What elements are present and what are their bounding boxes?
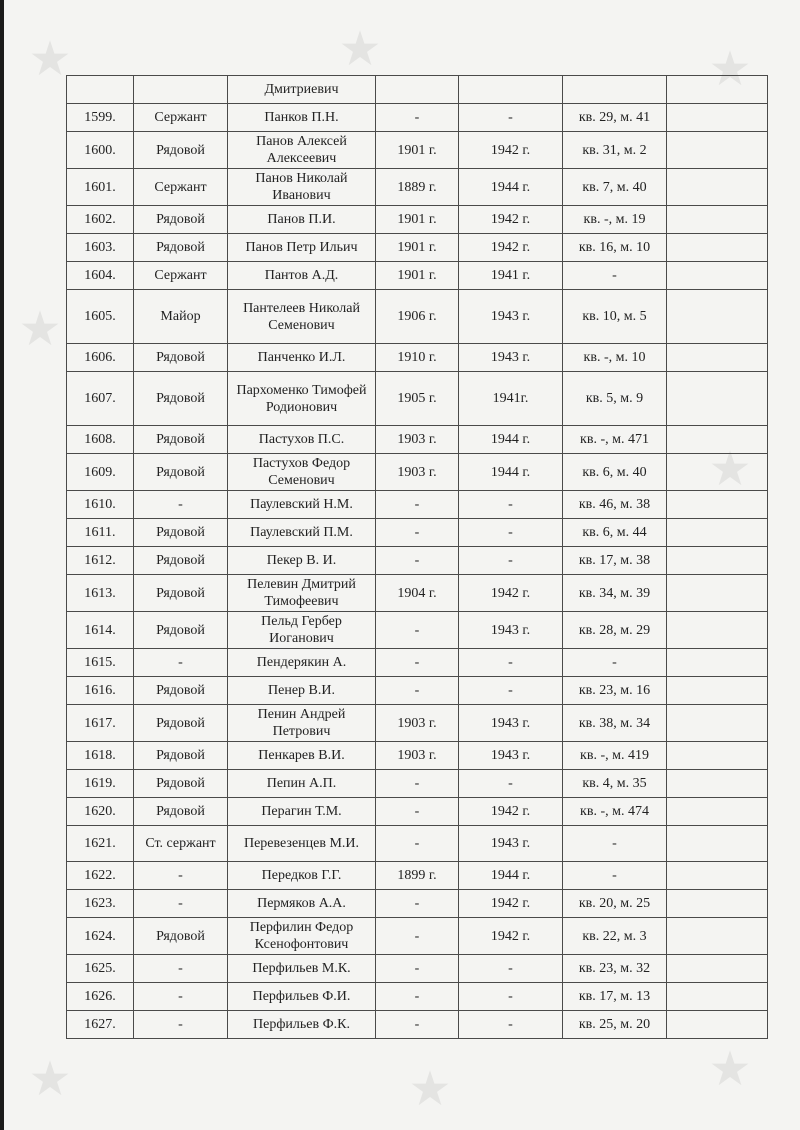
table-row bbox=[67, 826, 768, 862]
cell-death: - bbox=[459, 770, 563, 798]
cell-birth: 1904 г. bbox=[376, 575, 459, 612]
cell-death: 1943 г. bbox=[459, 344, 563, 372]
cell-death: - bbox=[459, 955, 563, 983]
cell-grave: кв. 25, м. 20 bbox=[563, 1011, 667, 1039]
cell-rank: Рядовой bbox=[134, 206, 228, 234]
cell-name: Передков Г.Г. bbox=[228, 862, 376, 890]
cell-grave: кв. -, м. 471 bbox=[563, 426, 667, 454]
cell-note bbox=[667, 770, 768, 798]
cell-birth: 1901 г. bbox=[376, 262, 459, 290]
cell-death: 1943 г. bbox=[459, 742, 563, 770]
cell-note bbox=[667, 575, 768, 612]
cell-rank: - bbox=[134, 491, 228, 519]
cell-death: - bbox=[459, 491, 563, 519]
cell-num: 1625. bbox=[67, 955, 134, 983]
cell-birth: 1901 г. bbox=[376, 206, 459, 234]
cell-rank: Рядовой bbox=[134, 372, 228, 426]
watermark-star-icon: ★ bbox=[28, 33, 72, 86]
watermark-star-icon: ★ bbox=[28, 1053, 72, 1106]
cell-num: 1605. bbox=[67, 290, 134, 344]
cell-rank: Рядовой bbox=[134, 742, 228, 770]
cell-death: - bbox=[459, 677, 563, 705]
cell-name: Перфильев Ф.И. bbox=[228, 983, 376, 1011]
cell-num: 1620. bbox=[67, 798, 134, 826]
cell-num: 1627. bbox=[67, 1011, 134, 1039]
cell-note bbox=[667, 955, 768, 983]
cell-grave: кв. 34, м. 39 bbox=[563, 575, 667, 612]
cell-rank: Рядовой bbox=[134, 770, 228, 798]
table-row bbox=[67, 169, 768, 206]
cell-num: 1613. bbox=[67, 575, 134, 612]
cell-note bbox=[667, 234, 768, 262]
cell-death: - bbox=[459, 104, 563, 132]
cell-birth: - bbox=[376, 491, 459, 519]
cell-name: Пермяков А.А. bbox=[228, 890, 376, 918]
cell-birth: - bbox=[376, 955, 459, 983]
cell-birth: - bbox=[376, 547, 459, 575]
cell-name: Пенер В.И. bbox=[228, 677, 376, 705]
cell-rank: Ст. сержант bbox=[134, 826, 228, 862]
watermark-star-icon: ★ bbox=[408, 1063, 452, 1116]
cell-birth: - bbox=[376, 677, 459, 705]
cell-name: Панов Алексей Алексеевич bbox=[228, 132, 376, 169]
cell-num: 1616. bbox=[67, 677, 134, 705]
cell-note bbox=[667, 104, 768, 132]
cell-rank: Сержант bbox=[134, 262, 228, 290]
cell-death: 1942 г. bbox=[459, 918, 563, 955]
cell-rank: Рядовой bbox=[134, 426, 228, 454]
cell-rank: Рядовой bbox=[134, 519, 228, 547]
cell-death: 1942 г. bbox=[459, 234, 563, 262]
cell-note bbox=[667, 454, 768, 491]
cell-name: Перфильев М.К. bbox=[228, 955, 376, 983]
cell-birth: 1906 г. bbox=[376, 290, 459, 344]
cell-death: 1944 г. bbox=[459, 169, 563, 206]
cell-rank: - bbox=[134, 1011, 228, 1039]
register-rows bbox=[67, 76, 768, 1039]
cell-birth: - bbox=[376, 770, 459, 798]
cell-num: 1622. bbox=[67, 862, 134, 890]
table-row bbox=[67, 547, 768, 575]
cell-name: Пенин Андрей Петрович bbox=[228, 705, 376, 742]
cell-note bbox=[667, 426, 768, 454]
cell-birth: - bbox=[376, 612, 459, 649]
cell-death: - bbox=[459, 983, 563, 1011]
cell-birth: 1905 г. bbox=[376, 372, 459, 426]
cell-birth: 1889 г. bbox=[376, 169, 459, 206]
cell-rank: Рядовой bbox=[134, 547, 228, 575]
cell-death: 1942 г. bbox=[459, 798, 563, 826]
cell-grave: кв. 6, м. 44 bbox=[563, 519, 667, 547]
cell-grave: кв. 22, м. 3 bbox=[563, 918, 667, 955]
table-row bbox=[67, 742, 768, 770]
cell-note bbox=[667, 132, 768, 169]
cell-note bbox=[667, 890, 768, 918]
cell-rank: Рядовой bbox=[134, 677, 228, 705]
table-row bbox=[67, 918, 768, 955]
cell-note bbox=[667, 677, 768, 705]
cell-note bbox=[667, 826, 768, 862]
cell-grave: кв. 6, м. 40 bbox=[563, 454, 667, 491]
cell-grave: кв. 20, м. 25 bbox=[563, 890, 667, 918]
table-row bbox=[67, 612, 768, 649]
table-row bbox=[67, 262, 768, 290]
cell-num: 1623. bbox=[67, 890, 134, 918]
cell-birth: 1901 г. bbox=[376, 234, 459, 262]
cell-birth: 1903 г. bbox=[376, 426, 459, 454]
cell-grave: кв. 7, м. 40 bbox=[563, 169, 667, 206]
cell-rank: Майор bbox=[134, 290, 228, 344]
cell-rank bbox=[134, 76, 228, 104]
cell-rank: Рядовой bbox=[134, 575, 228, 612]
cell-birth: 1901 г. bbox=[376, 132, 459, 169]
cell-name: Пекер В. И. bbox=[228, 547, 376, 575]
cell-death: - bbox=[459, 649, 563, 677]
cell-num: 1614. bbox=[67, 612, 134, 649]
cell-num: 1626. bbox=[67, 983, 134, 1011]
table-row bbox=[67, 491, 768, 519]
cell-grave: - bbox=[563, 649, 667, 677]
cell-grave: кв. 23, м. 32 bbox=[563, 955, 667, 983]
cell-note bbox=[667, 169, 768, 206]
cell-death: 1942 г. bbox=[459, 132, 563, 169]
cell-num: 1600. bbox=[67, 132, 134, 169]
watermark-star-icon: ★ bbox=[338, 23, 382, 76]
cell-num: 1612. bbox=[67, 547, 134, 575]
cell-num: 1609. bbox=[67, 454, 134, 491]
table-row bbox=[67, 955, 768, 983]
table-row bbox=[67, 770, 768, 798]
cell-name: Паулевский Н.М. bbox=[228, 491, 376, 519]
cell-death: - bbox=[459, 547, 563, 575]
cell-grave: - bbox=[563, 262, 667, 290]
cell-rank: Рядовой bbox=[134, 454, 228, 491]
cell-death: 1942 г. bbox=[459, 890, 563, 918]
cell-num: 1624. bbox=[67, 918, 134, 955]
cell-name: Панченко И.Л. bbox=[228, 344, 376, 372]
cell-birth: - bbox=[376, 104, 459, 132]
cell-rank: Сержант bbox=[134, 104, 228, 132]
cell-death: 1943 г. bbox=[459, 612, 563, 649]
table-row bbox=[67, 862, 768, 890]
cell-note bbox=[667, 1011, 768, 1039]
cell-name: Пастухов Федор Семенович bbox=[228, 454, 376, 491]
table-row bbox=[67, 206, 768, 234]
cell-name: Пастухов П.С. bbox=[228, 426, 376, 454]
cell-num: 1617. bbox=[67, 705, 134, 742]
cell-death: 1943 г. bbox=[459, 705, 563, 742]
cell-birth: - bbox=[376, 890, 459, 918]
cell-death: 1941г. bbox=[459, 372, 563, 426]
cell-rank: Рядовой bbox=[134, 918, 228, 955]
cell-grave: кв. 4, м. 35 bbox=[563, 770, 667, 798]
table-row bbox=[67, 1011, 768, 1039]
cell-note bbox=[667, 918, 768, 955]
cell-num: 1619. bbox=[67, 770, 134, 798]
cell-birth: 1910 г. bbox=[376, 344, 459, 372]
cell-rank: Сержант bbox=[134, 169, 228, 206]
cell-grave: - bbox=[563, 826, 667, 862]
cell-birth: - bbox=[376, 983, 459, 1011]
table-row bbox=[67, 290, 768, 344]
watermark-star-icon: ★ bbox=[708, 43, 752, 96]
cell-name: Пантелеев Николай Семенович bbox=[228, 290, 376, 344]
table-row bbox=[67, 519, 768, 547]
cell-death: 1944 г. bbox=[459, 862, 563, 890]
watermark-star-icon: ★ bbox=[708, 1043, 752, 1096]
cell-grave bbox=[563, 76, 667, 104]
table-row bbox=[67, 372, 768, 426]
cell-grave: кв. 5, м. 9 bbox=[563, 372, 667, 426]
cell-grave: кв. 29, м. 41 bbox=[563, 104, 667, 132]
cell-rank: Рядовой bbox=[134, 132, 228, 169]
cell-num: 1603. bbox=[67, 234, 134, 262]
cell-note bbox=[667, 705, 768, 742]
cell-death: - bbox=[459, 519, 563, 547]
cell-birth bbox=[376, 76, 459, 104]
cell-num: 1604. bbox=[67, 262, 134, 290]
cell-birth: - bbox=[376, 649, 459, 677]
cell-grave: кв. 17, м. 13 bbox=[563, 983, 667, 1011]
table-row bbox=[67, 104, 768, 132]
table-row bbox=[67, 575, 768, 612]
cell-grave: кв. -, м. 10 bbox=[563, 344, 667, 372]
cell-note bbox=[667, 206, 768, 234]
cell-num: 1611. bbox=[67, 519, 134, 547]
cell-note bbox=[667, 262, 768, 290]
cell-name: Перагин Т.М. bbox=[228, 798, 376, 826]
cell-rank: - bbox=[134, 890, 228, 918]
cell-name: Пархоменко Тимофей Родионович bbox=[228, 372, 376, 426]
cell-name: Пендерякин А. bbox=[228, 649, 376, 677]
cell-grave: кв. 31, м. 2 bbox=[563, 132, 667, 169]
cell-death: 1943 г. bbox=[459, 826, 563, 862]
cell-name: Паулевский П.М. bbox=[228, 519, 376, 547]
cell-rank: - bbox=[134, 983, 228, 1011]
cell-num: 1618. bbox=[67, 742, 134, 770]
table-row bbox=[67, 132, 768, 169]
cell-num: 1610. bbox=[67, 491, 134, 519]
cell-birth: 1899 г. bbox=[376, 862, 459, 890]
cell-note bbox=[667, 547, 768, 575]
table-row bbox=[67, 705, 768, 742]
cell-birth: - bbox=[376, 798, 459, 826]
cell-note bbox=[667, 344, 768, 372]
table-row bbox=[67, 983, 768, 1011]
cell-rank: Рядовой bbox=[134, 798, 228, 826]
cell-grave: - bbox=[563, 862, 667, 890]
cell-rank: - bbox=[134, 649, 228, 677]
cell-death: 1942 г. bbox=[459, 575, 563, 612]
table-row bbox=[67, 344, 768, 372]
cell-birth: - bbox=[376, 519, 459, 547]
cell-name: Пенкарев В.И. bbox=[228, 742, 376, 770]
cell-num: 1599. bbox=[67, 104, 134, 132]
cell-grave: кв. 38, м. 34 bbox=[563, 705, 667, 742]
cell-num bbox=[67, 76, 134, 104]
cell-death bbox=[459, 76, 563, 104]
burial-register-table bbox=[66, 75, 768, 1039]
cell-note bbox=[667, 76, 768, 104]
cell-note bbox=[667, 649, 768, 677]
cell-name: Панов П.И. bbox=[228, 206, 376, 234]
cell-name: Дмитриевич bbox=[228, 76, 376, 104]
table-row bbox=[67, 426, 768, 454]
cell-note bbox=[667, 519, 768, 547]
cell-birth: - bbox=[376, 1011, 459, 1039]
cell-num: 1608. bbox=[67, 426, 134, 454]
scan-edge bbox=[0, 0, 4, 1130]
cell-name: Пельд Гербер Иоганович bbox=[228, 612, 376, 649]
cell-name: Панов Петр Ильич bbox=[228, 234, 376, 262]
cell-note bbox=[667, 612, 768, 649]
cell-num: 1602. bbox=[67, 206, 134, 234]
table-row bbox=[67, 454, 768, 491]
cell-note bbox=[667, 372, 768, 426]
cell-birth: 1903 г. bbox=[376, 742, 459, 770]
cell-rank: Рядовой bbox=[134, 344, 228, 372]
cell-birth: - bbox=[376, 826, 459, 862]
cell-note bbox=[667, 983, 768, 1011]
cell-name: Пепин А.П. bbox=[228, 770, 376, 798]
table-row bbox=[67, 76, 768, 104]
cell-rank: Рядовой bbox=[134, 234, 228, 262]
cell-note bbox=[667, 742, 768, 770]
cell-grave: кв. 46, м. 38 bbox=[563, 491, 667, 519]
cell-name: Панов Николай Иванович bbox=[228, 169, 376, 206]
cell-death: 1944 г. bbox=[459, 426, 563, 454]
cell-name: Перфилин Федор Ксенофонтович bbox=[228, 918, 376, 955]
cell-rank: - bbox=[134, 955, 228, 983]
cell-rank: Рядовой bbox=[134, 612, 228, 649]
cell-grave: кв. 16, м. 10 bbox=[563, 234, 667, 262]
cell-name: Перевезенцев М.И. bbox=[228, 826, 376, 862]
table-row bbox=[67, 234, 768, 262]
cell-note bbox=[667, 798, 768, 826]
cell-grave: кв. 23, м. 16 bbox=[563, 677, 667, 705]
table-row bbox=[67, 649, 768, 677]
cell-grave: кв. -, м. 419 bbox=[563, 742, 667, 770]
cell-death: 1941 г. bbox=[459, 262, 563, 290]
cell-death: - bbox=[459, 1011, 563, 1039]
table-row bbox=[67, 890, 768, 918]
cell-rank: Рядовой bbox=[134, 705, 228, 742]
cell-num: 1621. bbox=[67, 826, 134, 862]
cell-num: 1606. bbox=[67, 344, 134, 372]
table-row bbox=[67, 798, 768, 826]
watermark-star-icon: ★ bbox=[708, 443, 752, 496]
cell-name: Панков П.Н. bbox=[228, 104, 376, 132]
cell-grave: кв. -, м. 19 bbox=[563, 206, 667, 234]
watermark-star-icon: ★ bbox=[18, 303, 62, 356]
cell-birth: 1903 г. bbox=[376, 454, 459, 491]
cell-rank: - bbox=[134, 862, 228, 890]
cell-death: 1943 г. bbox=[459, 290, 563, 344]
cell-death: 1944 г. bbox=[459, 454, 563, 491]
cell-grave: кв. 17, м. 38 bbox=[563, 547, 667, 575]
cell-birth: - bbox=[376, 918, 459, 955]
cell-name: Пантов А.Д. bbox=[228, 262, 376, 290]
cell-death: 1942 г. bbox=[459, 206, 563, 234]
cell-birth: 1903 г. bbox=[376, 705, 459, 742]
cell-grave: кв. -, м. 474 bbox=[563, 798, 667, 826]
cell-name: Пелевин Дмитрий Тимофеевич bbox=[228, 575, 376, 612]
cell-num: 1607. bbox=[67, 372, 134, 426]
cell-num: 1601. bbox=[67, 169, 134, 206]
cell-num: 1615. bbox=[67, 649, 134, 677]
cell-note bbox=[667, 491, 768, 519]
table-row bbox=[67, 677, 768, 705]
cell-grave: кв. 28, м. 29 bbox=[563, 612, 667, 649]
cell-grave: кв. 10, м. 5 bbox=[563, 290, 667, 344]
cell-note bbox=[667, 290, 768, 344]
cell-name: Перфильев Ф.К. bbox=[228, 1011, 376, 1039]
cell-note bbox=[667, 862, 768, 890]
